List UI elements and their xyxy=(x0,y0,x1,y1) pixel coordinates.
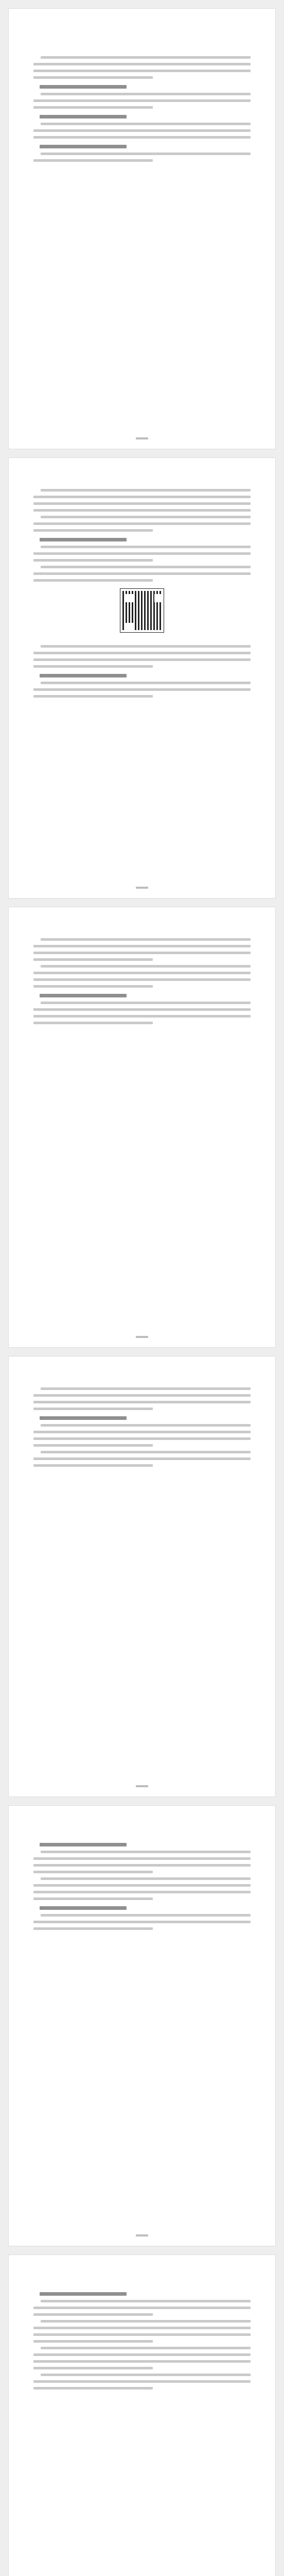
text-line xyxy=(33,945,251,947)
text-line xyxy=(33,509,251,512)
text-line xyxy=(41,965,251,968)
page-number-mark xyxy=(136,437,148,439)
text-line xyxy=(33,2353,251,2356)
text-line xyxy=(33,76,153,79)
section-heading xyxy=(40,1906,127,1910)
text-line xyxy=(33,2313,153,2316)
text-line xyxy=(41,516,251,518)
text-line xyxy=(33,1431,251,1433)
page-number-mark xyxy=(136,2234,148,2236)
text-line xyxy=(33,1464,153,1467)
text-line xyxy=(41,1424,251,1427)
text-line xyxy=(33,522,251,525)
text-line xyxy=(33,1458,251,1460)
page-1-body xyxy=(33,56,251,166)
page-5-body xyxy=(33,1837,251,1934)
text-line xyxy=(33,1401,251,1403)
text-line xyxy=(41,56,251,59)
text-line xyxy=(33,502,251,505)
text-line xyxy=(41,645,251,648)
text-line xyxy=(41,1877,251,1880)
text-line xyxy=(33,972,251,974)
text-line xyxy=(41,2347,251,2349)
text-line xyxy=(33,1394,251,1397)
text-line xyxy=(33,2380,251,2383)
text-line xyxy=(41,1914,251,1917)
section-heading xyxy=(40,85,127,89)
document-title xyxy=(9,42,275,50)
section-heading xyxy=(40,115,127,118)
text-line xyxy=(33,2333,251,2336)
section-heading xyxy=(40,1843,127,1846)
page-4 xyxy=(8,1356,276,1797)
text-line xyxy=(33,1884,251,1887)
text-line xyxy=(33,2327,251,2329)
text-line xyxy=(33,1891,251,1893)
text-line xyxy=(41,938,251,941)
page-number-mark xyxy=(136,1785,148,1787)
text-line xyxy=(33,1857,251,1860)
section-heading xyxy=(40,994,127,997)
text-line xyxy=(41,2374,251,2376)
text-line xyxy=(41,2320,251,2323)
text-line xyxy=(33,665,153,668)
page-number-mark xyxy=(136,1336,148,1338)
page-6-body xyxy=(33,2286,251,2394)
text-line xyxy=(41,1387,251,1390)
text-line xyxy=(33,99,251,102)
text-line xyxy=(41,1002,251,1004)
text-line xyxy=(33,2387,153,2389)
text-line xyxy=(33,529,153,532)
text-line xyxy=(33,1444,153,1447)
text-line xyxy=(41,546,251,548)
page-4-body xyxy=(33,1387,251,1471)
text-line xyxy=(33,958,153,961)
text-line xyxy=(33,658,251,661)
text-line xyxy=(33,1864,251,1867)
text-line xyxy=(33,688,251,691)
text-line xyxy=(33,985,153,988)
text-line xyxy=(41,1451,251,1453)
text-line xyxy=(33,2340,153,2343)
text-line xyxy=(41,93,251,95)
text-line xyxy=(33,1008,251,1011)
text-line xyxy=(33,579,153,582)
section-heading xyxy=(40,1416,127,1420)
text-line xyxy=(33,1871,153,1873)
text-line xyxy=(33,63,251,65)
text-line xyxy=(33,1408,153,1410)
text-line xyxy=(33,652,251,654)
text-line xyxy=(33,1921,251,1923)
qr-caption xyxy=(33,635,251,640)
page-6 xyxy=(8,2255,276,2576)
page-3 xyxy=(8,907,276,1348)
section-heading xyxy=(40,674,127,677)
page-3-body xyxy=(33,938,251,1028)
section-heading xyxy=(40,145,127,148)
text-line xyxy=(41,489,251,492)
text-line xyxy=(33,2307,251,2309)
text-line xyxy=(33,559,153,562)
text-line xyxy=(33,1437,251,1440)
page-5 xyxy=(8,1805,276,2246)
text-line xyxy=(33,1927,153,1930)
text-line xyxy=(41,566,251,568)
page-1 xyxy=(8,8,276,449)
text-line xyxy=(41,1851,251,1853)
text-line xyxy=(41,682,251,684)
text-line xyxy=(33,496,251,498)
text-line xyxy=(33,106,153,109)
text-line xyxy=(33,695,153,698)
qr-code xyxy=(120,589,164,632)
text-line xyxy=(41,123,251,125)
section-heading xyxy=(40,538,127,541)
text-line xyxy=(33,978,251,981)
text-line xyxy=(33,136,251,139)
text-line xyxy=(33,129,251,132)
text-line xyxy=(33,1022,153,1024)
text-line xyxy=(33,159,153,162)
page-number-mark xyxy=(136,887,148,889)
text-line xyxy=(33,2367,153,2369)
text-line xyxy=(33,1015,251,1018)
text-line xyxy=(33,70,251,72)
section-heading xyxy=(40,2292,127,2296)
text-line xyxy=(41,2300,251,2302)
text-line xyxy=(33,572,251,575)
text-line xyxy=(33,552,251,555)
page-2-body xyxy=(33,489,251,702)
page-2 xyxy=(8,457,276,899)
text-line xyxy=(33,1897,153,1900)
text-line xyxy=(41,152,251,155)
text-line xyxy=(33,2360,251,2363)
text-line xyxy=(33,952,251,954)
